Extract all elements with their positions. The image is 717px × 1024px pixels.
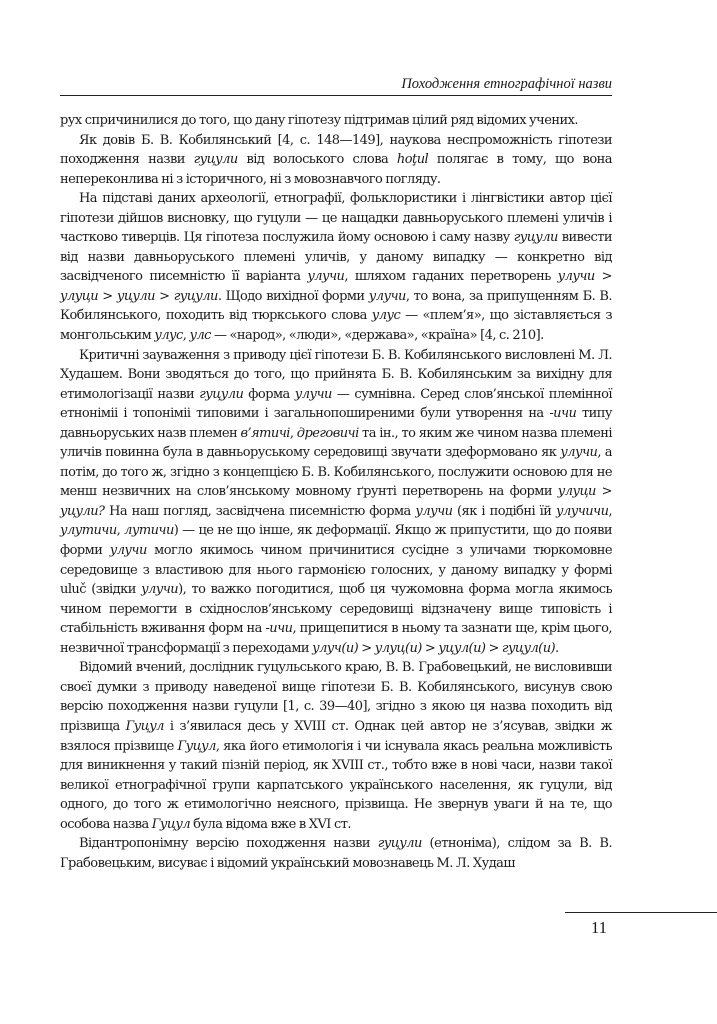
italic-term: улучи [294, 386, 332, 402]
text-run: Критичні зауваження з приводу цієї гіпотези Б. В. Кобилянського висловлені М. Л. Худашем. Вони зводяться до того, що прийнята Б. В. Кобилянським за вихідну для етимологізації назви [60, 347, 612, 402]
italic-term: улучи > улуци > уцули > гуцули [60, 269, 612, 304]
text-run: , а потім, до того ж, згідно з концепцією Б. В. Кобилянського, послужити основою для не менш незвичних на слов’янському мовному ґрунті перетворень на форми [60, 445, 612, 500]
text-run: , шляхом гаданих перетворень [344, 269, 558, 285]
body-paragraph [60, 658, 612, 834]
italic-term: улучи [307, 269, 345, 285]
italic-term: гуцули [193, 152, 238, 168]
italic-term: улус [371, 308, 401, 324]
italic-term: улучи [560, 445, 598, 461]
text-run: , то вона, за припущенням Б. В. Кобилянського, походить від тюркського слова [60, 288, 613, 324]
italic-term: Гуцул [125, 718, 164, 734]
italic-term: улучи [141, 582, 179, 598]
text-run: та ін., то яким же чином назва племені уличів повинна була в давньоруському середовищі звучати здеформовано як [60, 425, 612, 461]
italic-term: улуци > уцули? [60, 484, 612, 519]
text-run: — сумнівна. Серед слов’янської племінної етноніміі і топоніміі типовими і загальнопоширеними були утворення на [60, 386, 612, 422]
body-paragraph [60, 346, 612, 659]
text-run: могло якимось чином причинитися сусідне з уличами тюркомовне середовище з властивою для нього гармонією голосних, у даному випадку у формі uluč (звідки [60, 543, 613, 598]
italic-term: -ичи [265, 621, 293, 637]
italic-term: гуцули [513, 230, 558, 246]
italic-term: лутичи [124, 523, 174, 539]
footer-rule [565, 912, 717, 913]
italic-term: улучичи [555, 503, 609, 519]
text-run: На підставі даних археології, етнографії, фольклористики і лінгвістики автор цієї гіпотези дійшов висновку, що гуцули — це нащадки давньоруського племені уличів і частково тиверців. Ця гіпотеза послужила йому основою і саму назву [60, 191, 612, 246]
italic-term: улс [189, 328, 211, 344]
italic-term: гуцули [377, 836, 422, 852]
text-run: , [289, 425, 297, 441]
text-run: . [555, 640, 559, 656]
italic-term: улуч(и) > улуц(и) > уцул(и) > гуцул(и) [312, 640, 556, 656]
text-run: . Щодо вихідної форми [217, 288, 369, 304]
text-run: , [116, 523, 125, 539]
text-run: , [608, 503, 613, 519]
text-run: і з’явилася десь у XVIII ст. Однак цей автор не з’ясував, звідки ж взялося прізвище [60, 718, 612, 754]
italic-term: hoţul [396, 152, 429, 168]
body-text [60, 111, 612, 873]
text-run: Відантропонімну версію походження назви [79, 836, 378, 852]
italic-term: улучи [415, 503, 453, 519]
running-header [60, 75, 612, 96]
text-run: форма [243, 386, 295, 402]
body-paragraph [60, 189, 612, 345]
text-run: , яка його етимологія і чи існувала якась реальна можливість для виникнення у такий пізній період, як XVIII ст., тобто вже в нові часи, назви такої великої етнографічної групи карпатського українського населення, як гуцули, від одного, до того ж етимологічно неясного, прізвища. Не звернув уваги й на те, що особова назва [60, 738, 612, 832]
text-run: вивести від назви давньоруського племені уличів, у даному випадку — конкретно від засвідченого писемністю її варіанта [60, 230, 612, 285]
text-run: ), то важко погодитися, щоб ця чужомовна форма могла якимось чином перемогти в східнослов’янському середовищі відзначену вище типовість і стабільність вживання форм на [60, 582, 612, 637]
text-run: — «плем’я», що зіставляється з монгольським [60, 308, 613, 344]
italic-term: улучи [109, 543, 147, 559]
body-paragraph [60, 834, 612, 873]
italic-term: в’ятичі [240, 425, 290, 441]
body-paragraph [60, 111, 612, 131]
text-run: рух спричинилися до того, що дану гіпотезу підтримав цілий ряд відомих учених. [60, 113, 578, 128]
italic-term: дреговичі [296, 425, 359, 441]
running-header-title: Походження етнографічної назви [401, 76, 612, 92]
text-run: ) — це не що інше, як деформації. Якщо ж припустити, що до появи форми [60, 523, 612, 559]
text-run: від волоського слова [237, 152, 397, 168]
text-run: була відома вже в XVI ст. [190, 816, 351, 832]
text-run: Як довів Б. В. Кобилянський [4, с. 148—149], наукова неспроможність гіпотези походження назви [60, 132, 612, 168]
page-number: 11 [590, 918, 608, 937]
italic-term: -ичи [549, 406, 577, 422]
text-run: , [182, 328, 190, 344]
italic-term: Гуцул [177, 738, 216, 754]
text-run: На наш погляд, засвідчена писемністю форма [104, 503, 416, 519]
italic-term: гуцули [199, 386, 244, 402]
text-run: типу давньоруських назв племен [60, 406, 612, 441]
text-run: , прищепитися в ньому та зазнати ще, крім цього, незвичної трансформації з переходами [60, 621, 612, 656]
text-run: полягає в тому, що вона непереконлива ні з історичного, ні з мовознавчого погляду. [60, 152, 612, 187]
text-run: (етноніма), слідом за В. В. Грабовецьким, висуває і відомий український мовознавець М. Л. Худаш [60, 836, 613, 871]
text-run: (як і подібні їй [452, 503, 556, 519]
italic-term: улус [154, 328, 183, 344]
italic-term: улучи [368, 288, 406, 304]
text-run: — «народ», «люди», «держава», «країна» [4, с. 210]. [210, 328, 544, 344]
italic-term: Гуцул [151, 816, 191, 832]
italic-term: улутичи [60, 523, 117, 539]
text-run: Відомий вчений, дослідник гуцульського краю, В. В. Грабовецький, не висловивши своєї думки з приводу наведеної вище гіпотези Б. В. Кобилянського, висунув свою версію походження назви гуцули [1, с. 39—40], згідно з якою ця назва походить від прізвища [60, 660, 612, 734]
body-paragraph [60, 131, 612, 190]
